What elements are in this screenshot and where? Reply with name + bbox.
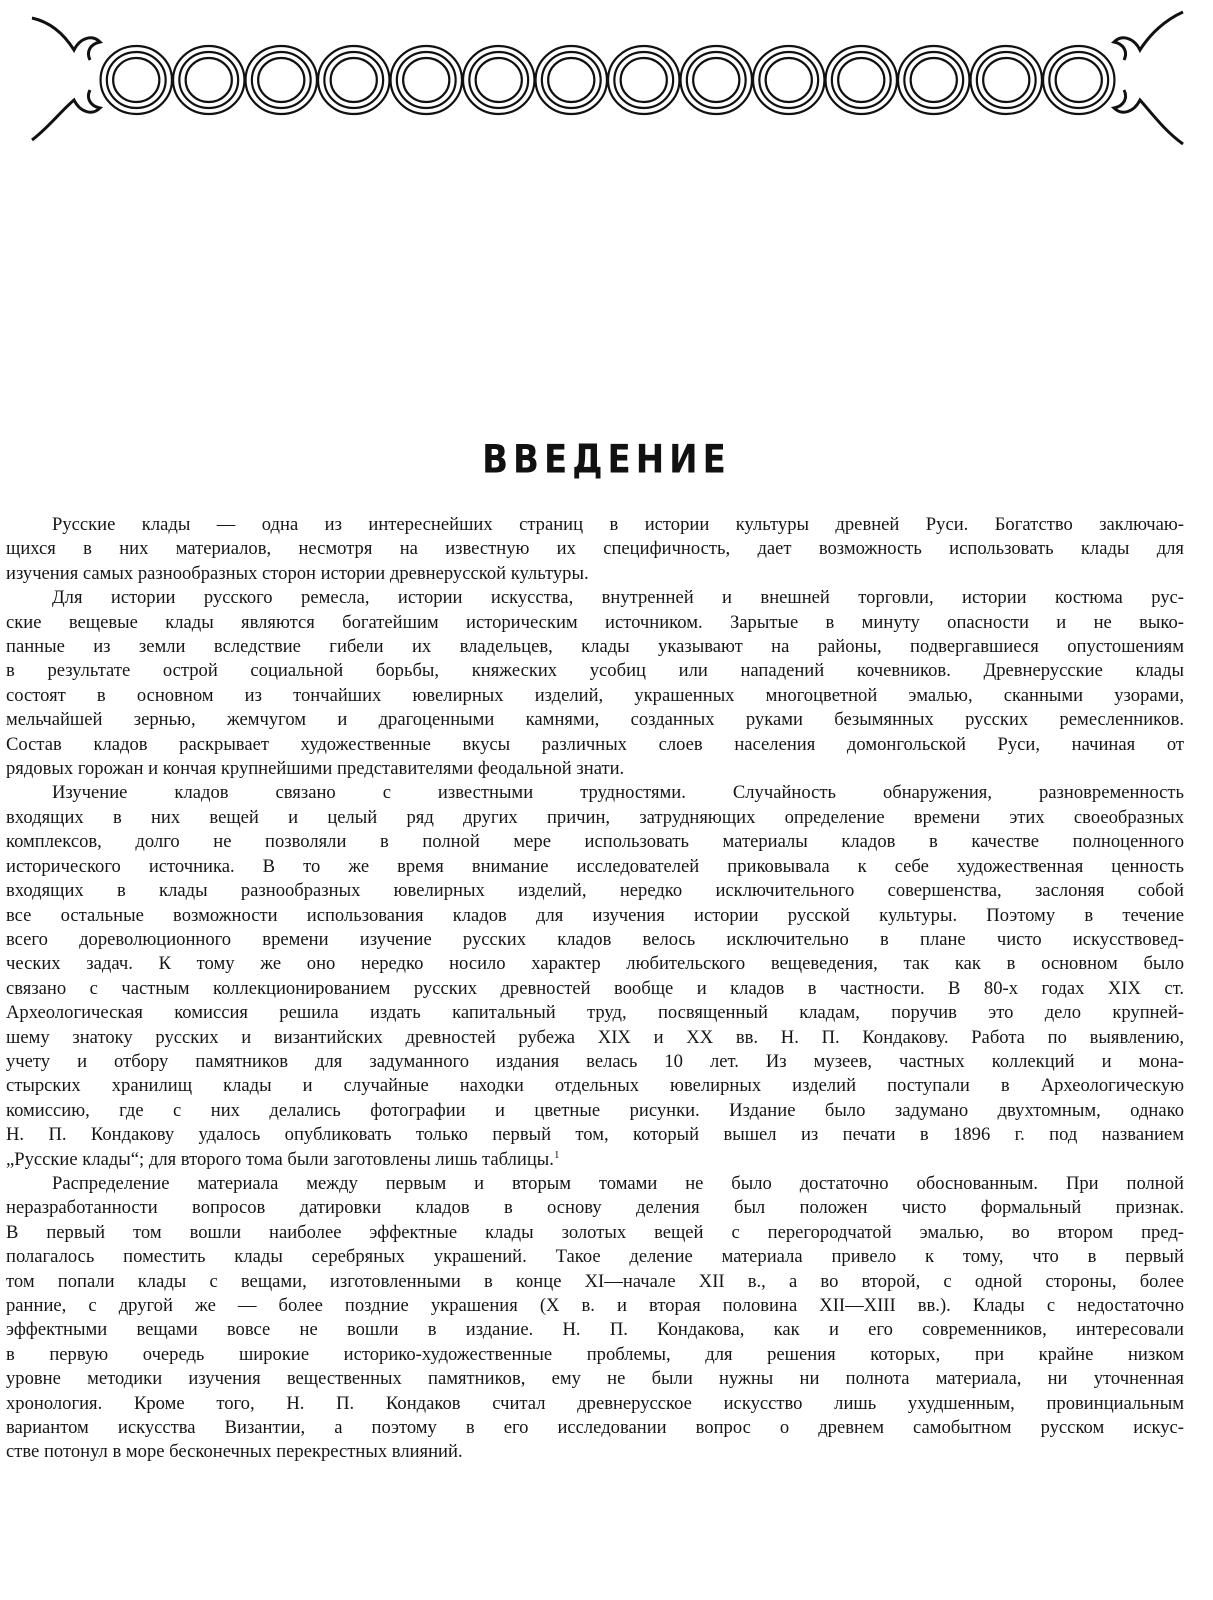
- interlace-loop: [608, 46, 679, 114]
- interlace-loop: [1049, 52, 1108, 108]
- text-line: эффектными вещами вовсе не вошли в издание. Н. П. Кондакова, как и его современников, интересовали: [6, 1319, 1184, 1341]
- text-line: всего дореволюционного времени изучение русских кладов велось исключительно в плане чисто искусствовед-: [6, 928, 1184, 950]
- interlace-loop: [542, 52, 601, 108]
- text-line: комиссию, где с них делались фотографии и цветные рисунки. Издание было задумано двухтомным, однако: [6, 1099, 1184, 1121]
- text-line: все остальные возможности использования кладов для изучения истории русской культуры. Поэтому в течение: [6, 904, 1184, 926]
- text-line: входящих в клады разнообразных ювелирных изделий, нередко исключительного совершенства, заслоняя собой: [6, 880, 1184, 902]
- text-line: ранние, с другой же — более поздние украшения (X в. и вторая половина XII—XIII вв.). Клады с недостаточно: [6, 1295, 1184, 1316]
- body-text: [6, 513, 1184, 1465]
- text-line: Н. П. Кондакову удалось опубликовать только первый том, который вышел из печати в 1896 г. под названием: [6, 1124, 1184, 1146]
- interlace-loop: [1043, 46, 1114, 114]
- text-line: ческих задач. К тому же оно нередко носило характер любительского вещеведения, так как в основном было: [6, 953, 1184, 975]
- text-line: Состав кладов раскрывает художественные вкусы различных слоев населения домонгольской Руси, начиная от: [6, 733, 1184, 755]
- page-title: ВВЕДЕНИЕ: [482, 437, 731, 483]
- text-line: в результате острой социальной борьбы, княжеских усобиц или нападений кочевников. Древнерусские клады: [6, 660, 1184, 682]
- text-line: том попали клады с вещами, изготовленными в конце XI—начале XII в., а во второй, с одной стороны, более: [6, 1270, 1184, 1292]
- text-line: ские вещевые клады являются богатейшим историческим источником. Зарытые в минуту опасности и не выко-: [6, 611, 1184, 633]
- interlace-loop: [536, 46, 607, 114]
- interlace-loop: [258, 58, 304, 102]
- interlace-loop: [759, 52, 818, 108]
- text-line: исторического источника. В то же время внимание исследователей приковывала к себе художественная ценность: [6, 855, 1184, 877]
- text-line: мельчайшей зернью, жемчугом и драгоценными камнями, созданных руками безымянных русских ремесленников.: [6, 709, 1184, 731]
- text-line: комплексов, долго не позволяли в полной мере использовать материалы кладов в качестве полноценного: [6, 831, 1184, 853]
- interlace-loop: [838, 58, 884, 102]
- interlace-loop: [331, 58, 377, 102]
- interlace-loop: [186, 58, 232, 102]
- text-line: изучения самых разнообразных сторон истории древнерусской культуры.: [6, 562, 589, 584]
- interlace-loop: [397, 52, 456, 108]
- text-line: неразработанности вопросов датировки кладов в основу деления был положен чисто формальный признак.: [6, 1197, 1184, 1219]
- text-line: панные из земли вследствие гибели их владельцев, клады указывают на районы, подвергавшиеся опустошениям: [6, 636, 1184, 658]
- interlace-loop: [977, 52, 1036, 108]
- interlace-ornament-border: [30, 8, 1185, 150]
- interlace-loop: [324, 52, 383, 108]
- interlace-loop: [101, 46, 172, 114]
- interlace-loop: [1056, 58, 1102, 102]
- interlace-loop: [463, 46, 534, 114]
- footnote-marker: 1: [553, 1148, 560, 1161]
- text-line: Археологическая комиссия решила издать капитальный труд, посвященный кладам, поручив это дело крупней-: [6, 1002, 1184, 1024]
- interlace-loop: [246, 46, 317, 114]
- text-line: связано с частным коллекционированием русских древностей вообще и кладов в частности. В 80-х годах XIX ст.: [6, 977, 1184, 999]
- interlace-loop: [107, 52, 166, 108]
- interlace-loop: [911, 58, 957, 102]
- text-line: В первый том вошли наиболее эффектные клады золотых вещей с перегородчатой эмалью, во втором пред-: [6, 1221, 1184, 1243]
- text-line: щихся в них материалов, несмотря на известную их специфичность, дает возможность использовать клады для: [6, 538, 1184, 560]
- text-line: Для истории русского ремесла, истории искусства, внутренней и внешней торговли, истории костюма рус-: [52, 587, 1184, 609]
- interlace-loop: [469, 52, 528, 108]
- interlace-loop: [766, 58, 812, 102]
- interlace-loop: [753, 46, 824, 114]
- interlace-loop: [898, 46, 969, 114]
- interlace-loop: [179, 52, 238, 108]
- interlace-loop: [693, 58, 739, 102]
- text-line: шему знатоку русских и византийских древностей рубежа XIX и XX вв. Н. П. Кондакову. Работа по выявлению,: [6, 1026, 1184, 1048]
- interlace-loop: [252, 52, 311, 108]
- interlace-loop: [403, 58, 449, 102]
- text-line: рядовых горожан и кончая крупнейшими представителями феодальной знати.: [6, 758, 625, 780]
- interlace-loop: [391, 46, 462, 114]
- text-line: стве потонул в море бесконечных перекрестных влияний.: [6, 1441, 463, 1463]
- text-line: „Русские клады“; для второго тома были заготовлены лишь таблицы.$^1$: [6, 1148, 560, 1170]
- text-line: учету и отбору памятников для задуманного издания велась 10 лет. Из музеев, частных коллекций и мона-: [6, 1050, 1184, 1072]
- text-line: уровне методики изучения вещественных памятников, ему не были нужны ни полнота материала, ни уточненная: [6, 1368, 1184, 1390]
- text-line: хронология. Кроме того, Н. П. Кондаков считал древнерусское искусство лишь ухудшенным, провинциальным: [6, 1392, 1184, 1414]
- interlace-loop: [687, 52, 746, 108]
- text-line: входящих в них вещей и целый ряд других причин, затрудняющих определение времени этих своеобразных: [6, 806, 1184, 828]
- text-line: состоят в основном из тончайших ювелирных изделий, украшенных многоцветной эмалью, сканными узорами,: [6, 684, 1184, 706]
- text-line: Русские клады — одна из интереснейших страниц в истории культуры древней Руси. Богатство заключаю-: [52, 514, 1184, 535]
- interlace-loop: [548, 58, 594, 102]
- text-line: вариантом искусства Византии, а поэтому в его исследовании вопрос о древнем самобытном русском искус-: [6, 1417, 1184, 1439]
- text-line: стырских хранилищ клады и случайные находки отдельных ювелирных изделий поступали в Археологическую: [6, 1075, 1184, 1097]
- interlace-loop: [614, 52, 673, 108]
- interlace-loop: [681, 46, 752, 114]
- interlace-loop: [476, 58, 522, 102]
- interlace-loop: [971, 46, 1042, 114]
- interlace-loop: [832, 52, 891, 108]
- text-line: Изучение кладов связано с известными трудностями. Случайность обнаружения, разновременность: [52, 782, 1184, 804]
- interlace-loop: [826, 46, 897, 114]
- interlace-loop: [113, 58, 159, 102]
- text-line: в первую очередь широкие историко-художественные проблемы, для решения которых, при крайне низком: [6, 1343, 1184, 1365]
- interlace-loop: [318, 46, 389, 114]
- interlace-loop: [173, 46, 244, 114]
- text-line: Распределение материала между первым и вторым томами не было достаточно обоснованным. При полной: [52, 1172, 1184, 1194]
- interlace-loop: [904, 52, 963, 108]
- interlace-loop: [983, 58, 1029, 102]
- interlace-loop: [621, 58, 667, 102]
- text-line: полагалось поместить клады серебряных украшений. Такое деление материала привело к тому, что в первый: [6, 1246, 1184, 1268]
